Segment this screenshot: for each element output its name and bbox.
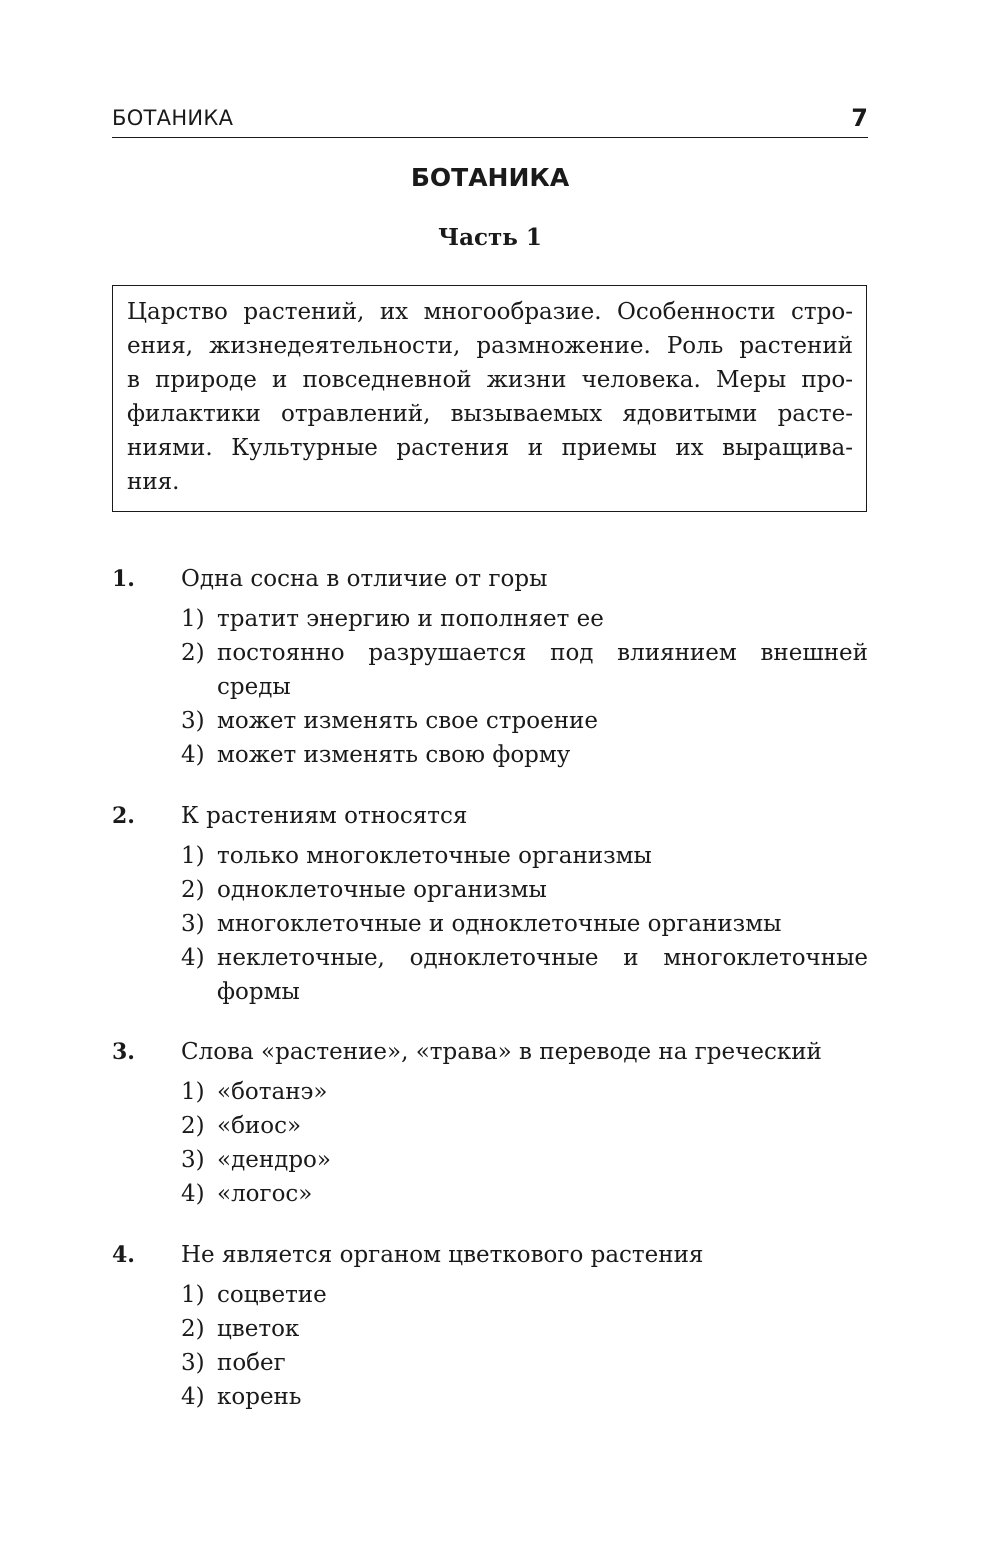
- answer-option: [181, 1278, 868, 1312]
- running-title: БОТАНИКА: [112, 106, 234, 130]
- option-text: неклеточные, одноклеточные и многоклеточные: [217, 945, 868, 971]
- topic-box: [112, 285, 867, 512]
- question-number: 4.: [112, 1242, 135, 1268]
- question-1: [112, 562, 868, 772]
- part-title: Часть 1: [438, 224, 542, 251]
- option-number: 2): [181, 877, 205, 903]
- option-text: соцветие: [217, 1282, 327, 1308]
- answer-option: [181, 839, 868, 873]
- question-4: [112, 1238, 868, 1414]
- answer-option: [181, 602, 868, 636]
- answer-option: [181, 1109, 868, 1143]
- question-number: 3.: [112, 1039, 135, 1065]
- option-text-continued: среды: [217, 674, 291, 700]
- option-number: 1): [181, 843, 205, 869]
- answer-option: [181, 704, 868, 738]
- option-text: многоклеточные и одноклеточные организмы: [217, 911, 782, 937]
- option-text: «ботанэ»: [217, 1079, 328, 1105]
- option-number: 2): [181, 1316, 205, 1342]
- option-text-continued: формы: [217, 979, 300, 1005]
- option-number: 3): [181, 708, 205, 734]
- option-text: «логос»: [217, 1181, 313, 1207]
- option-number: 4): [181, 742, 205, 768]
- option-number: 3): [181, 1147, 205, 1173]
- option-text: только многоклеточные организмы: [217, 843, 652, 869]
- option-number: 2): [181, 1113, 205, 1139]
- answer-option: [181, 1312, 868, 1346]
- option-number: 4): [181, 945, 205, 971]
- question-2: [112, 799, 868, 1009]
- option-text: тратит энергию и пополняет ее: [217, 606, 604, 632]
- option-text: «дендро»: [217, 1147, 331, 1173]
- option-text: постоянно разрушается под влиянием внешней: [217, 640, 868, 666]
- question-text: Одна сосна в отличие от горы: [181, 566, 548, 592]
- topic-line: Царство растений, их многообразие. Особенности стро-: [127, 299, 853, 325]
- page-number: 7: [851, 104, 868, 132]
- option-number: 4): [181, 1384, 205, 1410]
- section-title: БОТАНИКА: [410, 163, 570, 192]
- option-text: одноклеточные организмы: [217, 877, 547, 903]
- question-text: Слова «растение», «трава» в переводе на греческий: [181, 1039, 822, 1065]
- answer-option: [181, 738, 868, 772]
- option-text: цветок: [217, 1316, 300, 1342]
- topic-line: ния.: [127, 469, 180, 495]
- option-text: может изменять свое строение: [217, 708, 598, 734]
- answer-option: [181, 1346, 868, 1380]
- question-3: [112, 1035, 868, 1211]
- question-text: К растениям относятся: [181, 803, 468, 829]
- answer-option: [181, 636, 868, 704]
- question-number: 2.: [112, 803, 135, 829]
- topic-line: в природе и повседневной жизни человека. Меры про-: [127, 367, 853, 393]
- option-text: побег: [217, 1350, 286, 1376]
- question-text: Не является органом цветкового растения: [181, 1242, 704, 1268]
- option-number: 4): [181, 1181, 205, 1207]
- option-number: 1): [181, 1282, 205, 1308]
- option-text: может изменять свою форму: [217, 742, 571, 768]
- option-number: 2): [181, 640, 205, 666]
- answer-option: [181, 1075, 868, 1109]
- answer-option: [181, 941, 868, 1009]
- option-number: 3): [181, 1350, 205, 1376]
- topic-line: ения, жизнедеятельности, размножение. Роль растений: [127, 333, 853, 359]
- option-number: 3): [181, 911, 205, 937]
- answer-option: [181, 1177, 868, 1211]
- answer-option: [181, 1380, 868, 1414]
- option-text: корень: [217, 1384, 302, 1410]
- question-number: 1.: [112, 566, 135, 592]
- answer-option: [181, 907, 868, 941]
- option-text: «биос»: [217, 1113, 302, 1139]
- topic-line: ниями. Культурные растения и приемы их выращива-: [127, 435, 853, 461]
- topic-line: филактики отравлений, вызываемых ядовитыми расте-: [127, 401, 853, 427]
- answer-option: [181, 873, 868, 907]
- running-head: [112, 104, 868, 138]
- option-number: 1): [181, 1079, 205, 1105]
- answer-option: [181, 1143, 868, 1177]
- option-number: 1): [181, 606, 205, 632]
